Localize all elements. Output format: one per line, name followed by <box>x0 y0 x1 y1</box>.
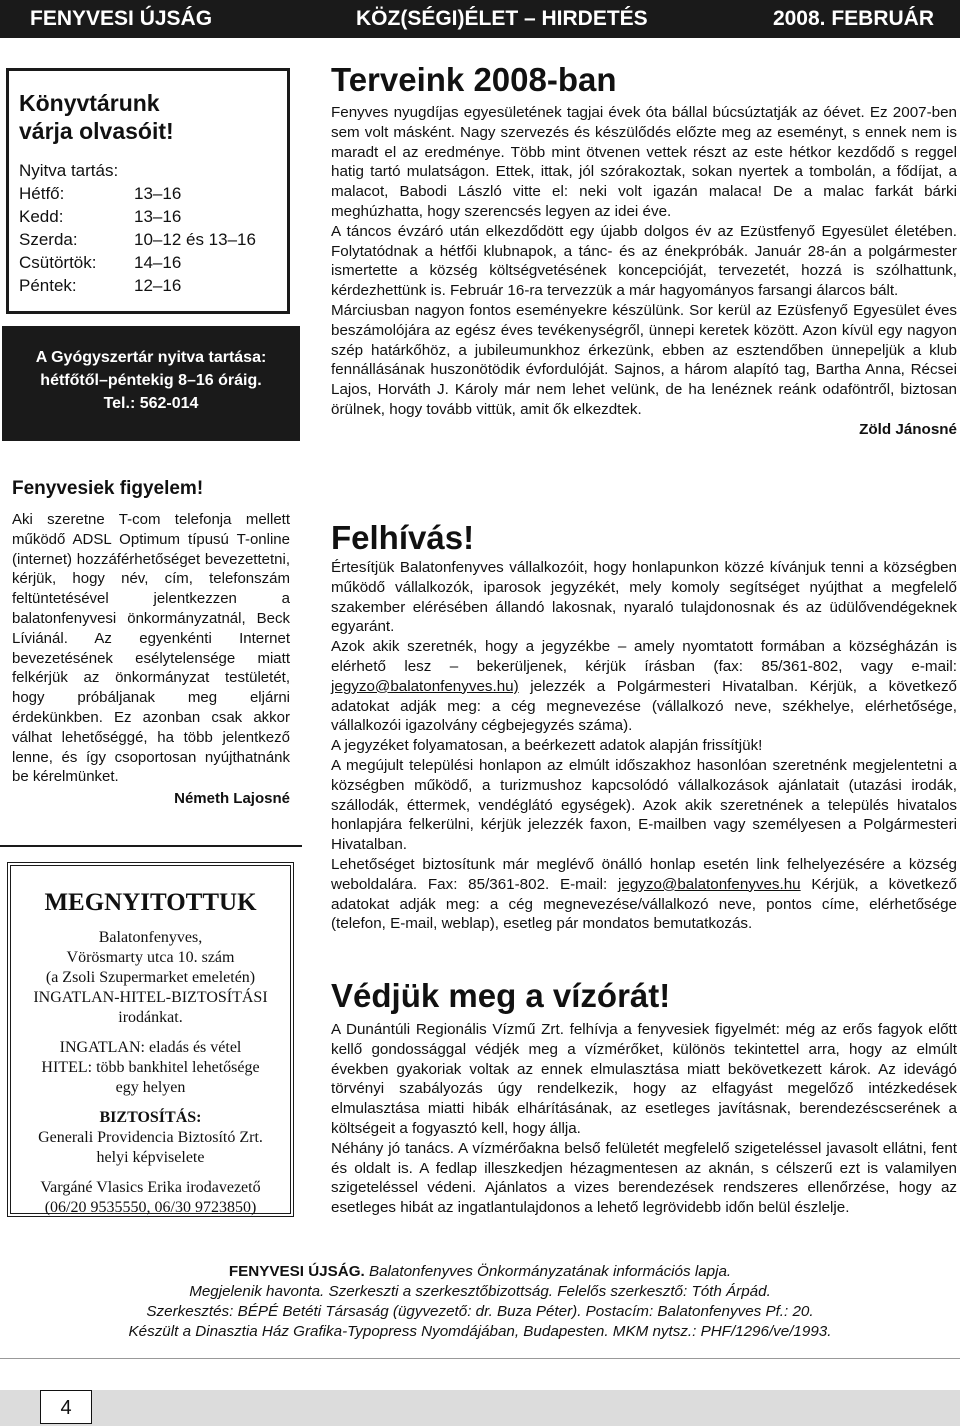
article-paragraph: Fenyves nyugdíjas egyesületének tagjai évek óta bállal búcsúztatják az óévet. Ez 2007-ben sem volt másként. Nagy szervezés és készülődés előzte meg az eseményt, s ennek nem is maradt el az eredménye. Több mint ötvenen vettek részt az este hétkor kezdődő s reggel hatig tartó mulatságon. Ettek, ittak, jól szórakoztak, sokan nyertek a tombolán, a fődíjat, a malacot, Babodi László vitte el: neki volt igazán malaca! De a malac farkát bárki meghúzhatta, hogy szerencsés legyen az idei éve. <box>331 104 957 220</box>
felhivas-article <box>331 558 957 934</box>
article-paragraph: A Dunántúli Regionális Vízmű Zrt. felhívja a fenyvesiek figyelmét: még az erős fagyok előtt kellő gondossággal védjék meg a vízmérőket, különös tekintettel arra, hogy az elmúlt években gyakoriak voltak az ennek elmulasztása miatt bekövetkezett károk. Az idevágó törvényi szabályozás úgy rendelkezik, hogy az elfagyást megelőző intézkedések elmulasztása miatti hibák elhárításának, az esetleges javításnak, berendezéscserének a költségeit a fogyasztó kell, hogy állja. <box>331 1021 957 1137</box>
terveink-article <box>331 103 957 440</box>
hours-row <box>19 182 287 205</box>
text-span: Lehetőséget biztosítunk már meglévő önálló honlap esetén link felhelyezésére a község weboldalára. Fax: 85/361-802. E-mail: <box>331 855 957 893</box>
fenyvesiek-body: Aki szeretne T-com telefonja mellett működő ADSL Optimum típusú T-online (internet) hozzáférhetőséget bevezettetni, kérjük, hogy név, cím, telefonszám feltüntetésével jelentkezzen a balatonfenyvesi önkormányzatnál, Beck Líviánál. Az egyenkénti Internet bevezetésének esélytelensége miatt felkérjük az önkormányzat testületét, hogy próbáljanak meg eljárni érdekünkben. Ez azonban csak akkor válhat lehetőséggé, ha több jelentkező lenne, és így csoportosan nyújthatnánk be kérelmünket. <box>12 511 290 786</box>
advert-line: egy helyen <box>115 1079 186 1096</box>
library-open-label: Nyitva tartás: <box>19 161 119 180</box>
pharmacy-line: hétfőtől–péntekig 8–16 óráig. <box>40 372 262 389</box>
bottom-bar <box>0 1390 960 1426</box>
advert-title: MEGNYITOTTUK <box>44 889 257 916</box>
advert-line: Vargáné Vlasics Erika irodavezető <box>40 1179 261 1196</box>
advert-line: INGATLAN: eladás és vétel <box>59 1039 242 1056</box>
felhivas-title: Felhívás! <box>331 519 475 556</box>
advert-line: (a Zsoli Szupermarket emeletén) <box>45 969 256 986</box>
article-paragraph: A megújult települési honlapon az elmúlt időszakhoz hasonlóan szeretnénk megjelentetni a községben működő, a turizmushoz kapcsolódó vállalkozások ajánlatait (utazási irodák, szállodák, éttermek, vendéglátó egységek). Azok akik szeretnének a település hivatalos honlapjára felkerülni, kérjük jelezzék faxon, E-mailben vagy személyesen a Polgármesteri Hivatalban. <box>331 756 957 854</box>
article-paragraph <box>331 855 957 934</box>
advert-phone: (06/20 9535550, 06/30 9723850) <box>44 1199 257 1216</box>
imprint-line: Készült a Dinasztia Ház Grafika-Typopress Nyomdájában, Budapesten. MKM nytsz.: PHF/1296/ve/1993. <box>128 1323 832 1340</box>
advert-line: HITEL: több bankhitel lehetősége <box>41 1059 260 1076</box>
fenyvesiek-article <box>12 510 290 809</box>
text-span: Azok akik szeretnék, hogy a jegyzékbe – amely nyomtatott formában a községházán is elérhető lesz – bekerüljenek, kérjük írásban (fax: 85/361-802, vagy e-mail: <box>331 638 957 675</box>
hours-day: Kedd: <box>19 207 64 226</box>
advert-gap <box>11 1098 290 1108</box>
library-box <box>6 68 290 314</box>
library-title-line2: várja olvasóit! <box>19 118 174 144</box>
hours-time: 14–16 <box>134 253 182 272</box>
library-title <box>19 89 287 145</box>
footer-rule <box>0 1358 960 1359</box>
hours-day: Szerda: <box>19 230 78 249</box>
email-link[interactable]: jegyzo@balatonfenyves.hu <box>618 875 801 893</box>
pharmacy-box <box>2 326 300 441</box>
vizora-title: Védjük meg a vízórát! <box>331 977 671 1014</box>
library-title-line1: Könyvtárunk <box>19 90 160 116</box>
article-paragraph: Értesítjük Balatonfenyves vállalkozóit, hogy honlapunkon közzé kívánjuk tenni a községben működő vállalkozók, iparosok jegyzékét, mely komoly segítséget nyújthat a megfelelő szakember elérésében állandó lakosnak, nyaraló tulajdonosnak és az üdülővendégeknek egyaránt. <box>331 559 957 636</box>
imprint-line: Megjelenik havonta. Szerkeszti a szerkesztőbizottság. Felelős szerkesztő: Tóth Árpád. <box>189 1283 771 1300</box>
advert-gap <box>11 1168 290 1178</box>
article-paragraph: Márciusban nagyon fontos eseményekre készülünk. Sor kerül az Ezüsfenyő Egyesület éves beszámolójára az egész éves tevékenységről, ünnepi keretek között. Azon kívül egy nagyon szép határkőhöz, a jubileumunkhoz érkezünk, ebben az esztendőben ünnepeljük a klub fennállásának huszonötödik évfordulóját. Sajnos, a három alapító tag, Bartha Anna, Récsei Lajos, Horváth J. Károly már nem lehet velünk, de ha lenéznek reánk odaföntről, biztosan örülnek, hogy tovább vittük, amit ők elkezdtek. <box>331 301 957 418</box>
advert-line: Vörösmarty utca 10. szám <box>66 949 235 966</box>
hours-day: Hétfő: <box>19 184 65 203</box>
fenyvesiek-title: Fenyvesiek figyelem! <box>12 478 204 499</box>
article-paragraph <box>331 637 957 736</box>
hours-day: Csütörtök: <box>19 253 97 272</box>
text-span: jelezzék a Polgármesteri Hivatalban. Kérjük, a következő adatokat adják meg: a cég megnevezése (vállalkozó neve, székhelye, elérhetősége, vállalkozói igazolvány cégbejegyzés száma). <box>331 677 957 735</box>
text-span: Kérjük, a következő adatokat adják meg: a cég megnevezése/vállalkozó neve, pontos címe, elérhetősége (telefon, E-mail, weblap), esetleg pár mondatos bemutatkozás. <box>331 875 957 933</box>
imprint-line <box>0 1262 960 1282</box>
pharmacy-line: A Gyógyszertár nyitva tartása: <box>35 349 267 366</box>
hours-time: 13–16 <box>134 184 182 203</box>
advert-line: INGATLAN-HITEL-BIZTOSÍTÁSI <box>33 989 268 1006</box>
pharmacy-phone: Tel.: 562-014 <box>103 395 199 412</box>
terveink-signature: Zöld Jánosné <box>859 420 957 438</box>
hours-time: 12–16 <box>134 276 182 295</box>
header-section: KÖZ(SÉGI)ÉLET – HIRDETÉS <box>356 7 648 30</box>
header-date: 2008. FEBRUÁR <box>772 7 934 30</box>
hours-row <box>19 274 287 297</box>
hours-row <box>19 205 287 228</box>
office-advert <box>7 862 294 1217</box>
text-span: Balatonfenyves Önkormányzatának információs lapja. <box>364 1263 732 1280</box>
advert-line: helyi képviselete <box>96 1149 205 1166</box>
article-paragraph: A táncos évzáró után elkezdődött egy újabb dolgos év az Ezüstfenyő Egyesület életében. Folytatódnak a hétfői klubnapok, a tánc- és az énekpróbák. Január 28-án a polgármester ismertette a község költségvetésének koncepcióját, tervezetét, hozzá is szólhattunk, kérdezhettünk is. Február 16-ra tervezzük a már hagyományos farsangi álarcos bált. <box>331 222 957 300</box>
hours-time: 13–16 <box>134 207 182 226</box>
vizora-article <box>331 1020 957 1218</box>
article-paragraph: A jegyzéket folyamatosan, a beérkezett adatok alapján frissítjük! <box>331 737 763 755</box>
hours-time: 10–12 és 13–16 <box>134 230 256 249</box>
hours-row <box>19 228 287 251</box>
email-link[interactable]: jegyzo@balatonfenyves.hu) <box>331 677 519 695</box>
terveink-title: Terveink 2008-ban <box>331 61 617 98</box>
page-header <box>0 0 960 38</box>
advert-gap <box>11 1028 290 1038</box>
header-publication: FENYVESI ÚJSÁG <box>30 7 213 30</box>
imprint-publication: FENYVESI ÚJSÁG. <box>228 1263 365 1280</box>
advert-line: Balatonfenyves, <box>98 929 203 946</box>
fenyvesiek-signature: Németh Lajosné <box>174 790 290 808</box>
hours-row <box>19 251 287 274</box>
advert-line: irodánkat. <box>118 1009 183 1026</box>
hours-day: Péntek: <box>19 276 77 295</box>
page-number: 4 <box>40 1390 92 1424</box>
article-paragraph: Néhány jó tanács. A vízmérőakna belső felületét megfelelő szigeteléssel javasolt ellátni, fent és oldalt is. A fedlap illeszkedjen hézagmentesen az aknán, s célszerű ezt is valamilyen szigeteléssel védeni. Ajánlatos a vizes berendezések rendszeres ellenőrzése, hogy az esetleges hibát az ingatlantulajdonos a lehető legrövidebb időn belül észlelje. <box>331 1139 957 1217</box>
advert-line: Generali Providencia Biztosító Zrt. <box>38 1129 263 1146</box>
left-divider <box>0 845 302 847</box>
imprint-line: Szerkesztés: BÉPÉ Betéti Társaság (ügyvezető: dr. Buza Péter). Postacím: Balatonfenyves Pf.: 20. <box>146 1303 814 1320</box>
advert-insurance-heading: BIZTOSÍTÁS: <box>99 1109 202 1126</box>
imprint <box>0 1262 960 1342</box>
